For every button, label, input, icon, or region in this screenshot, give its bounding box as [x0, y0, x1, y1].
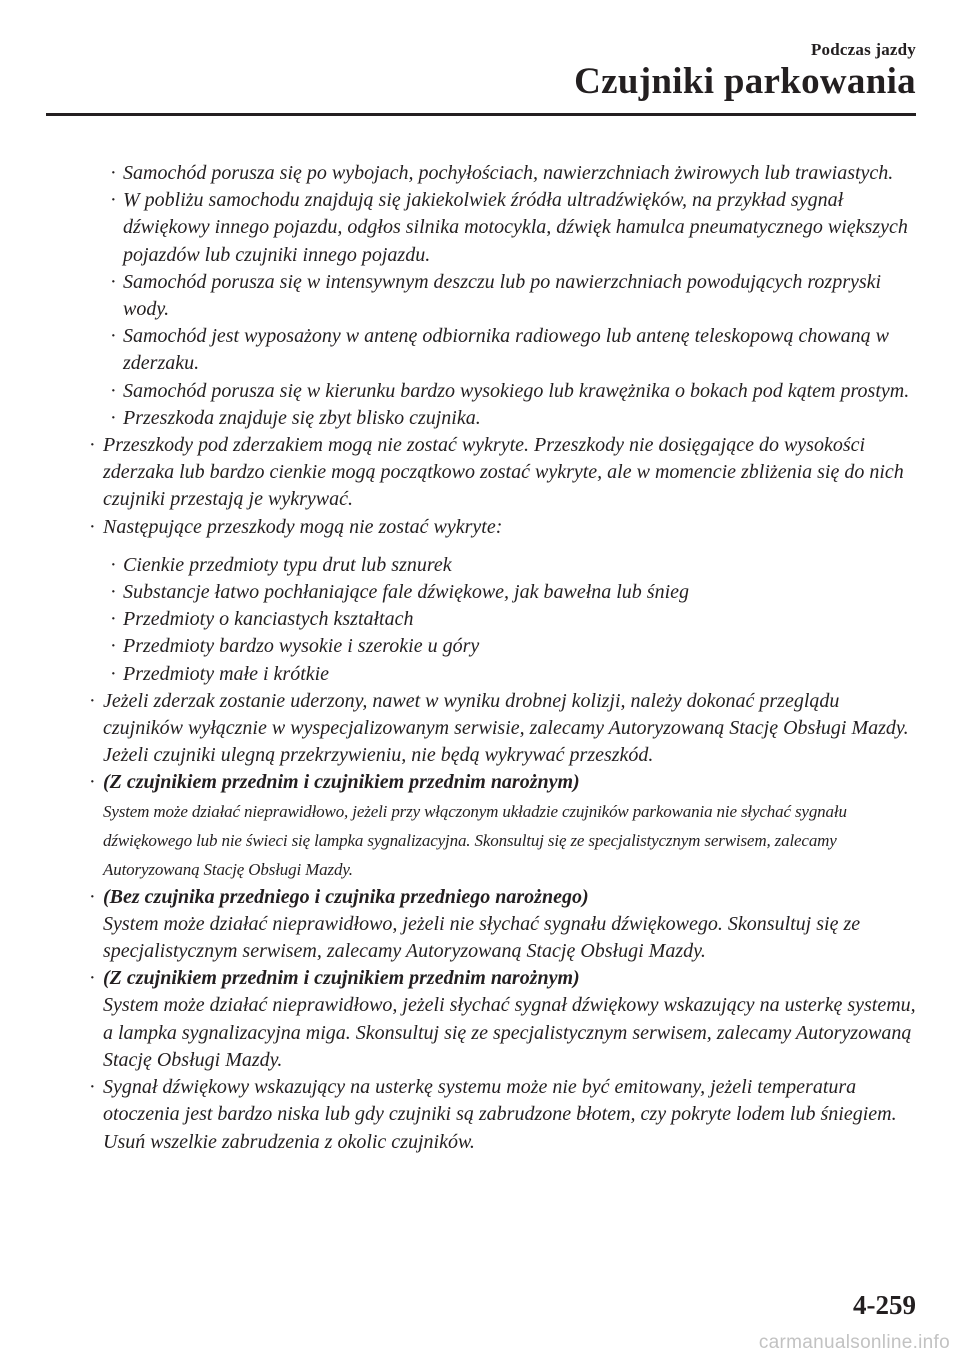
bullet-icon: ·	[89, 515, 96, 538]
list-item	[0, 606, 960, 633]
list-item	[0, 884, 960, 966]
variant-heading: (Bez czujnika przedniego i czujnika przedniego narożnego)	[103, 885, 589, 908]
variant-heading: (Z czujnikiem przednim i czujnikiem przednim narożnym)	[103, 771, 580, 794]
list-item-text: Jeżeli zderzak zostanie uderzony, nawet w wyniku drobnej kolizji, należy dokonać przeglądu czujników wyłącznie w wyspecjalizowanym serwisie, zalecamy Autoryzowaną Stację Obsługi Mazdy. Jeżeli czujniki ulegną przekrzywieniu, nie będą wykrywać przeszkód.	[103, 689, 909, 767]
list-item-text: Samochód porusza się w intensywnym deszczu lub po nawierzchniach powodujących rozpryski wody.	[123, 270, 882, 321]
bullet-icon: ·	[89, 885, 96, 908]
list-item	[0, 269, 960, 323]
list-item	[0, 552, 960, 579]
list-item-text: Przeszkoda znajduje się zbyt blisko czujnika.	[123, 406, 481, 429]
bullet-icon: ·	[110, 162, 117, 184]
bullet-icon: ·	[110, 379, 117, 402]
bullet-icon: ·	[110, 635, 117, 658]
variant-text: System może działać nieprawidłowo, jeżeli słychać sygnał dźwiękowy wskazujący na usterkę systemu, a lampka sygnalizacyjna miga. Skonsultuj się ze specjalistycznym serwisem, zalecamy Autoryzowaną Stację Obsługi Mazdy.	[103, 994, 916, 1071]
list-item-text: Samochód porusza się po wybojach, pochyłościach, nawierzchniach żwirowych lub trawiastych.	[123, 162, 894, 184]
page-content	[0, 160, 960, 1156]
list-item-text: Przedmioty o kanciastych kształtach	[123, 608, 414, 631]
list-item-text: Sygnał dźwiękowy wskazujący na usterkę systemu może nie być emitowany, jeżeli temperatura otoczenia jest bardzo niska lub gdy czujniki są zabrudzone błotem, czy pokryte lodem lub śniegiem. Usuń wszelkie zabrudzenia z okolic czujników.	[103, 1076, 897, 1153]
bullet-icon: ·	[110, 608, 117, 631]
list-item	[0, 965, 960, 1074]
list-item-text: Samochód porusza się w kierunku bardzo wysokiego lub krawężnika o bokach pod kątem prostym.	[123, 379, 910, 402]
variant-text: System może działać nieprawidłowo, jeżeli przy włączonym układzie czujników parkowania nie słychać sygnału dźwiękowego lub nie świeci się lampka sygnalizacyjna. Skonsultuj się ze specjalistycznym serwisem, zalecamy Autoryzowaną Stację Obsługi Mazdy.	[103, 801, 847, 879]
page-title: Czujniki parkowania	[574, 61, 916, 102]
list-item	[0, 1074, 960, 1156]
list-item	[0, 579, 960, 606]
bullet-icon: ·	[110, 189, 117, 212]
bullet-icon: ·	[89, 1076, 96, 1099]
bullet-icon: ·	[89, 771, 96, 794]
bullet-icon: ·	[110, 270, 117, 293]
list-item	[0, 769, 960, 883]
list-item-text: W pobliżu samochodu znajdują się jakiekolwiek źródła ultradźwięków, na przykład sygnał dźwiękowy innego pojazdu, odgłos silnika motocykla, dźwięk hamulca pneumatycznego większych pojazdów lub czujniki innego pojazdu.	[123, 189, 908, 266]
bullet-icon: ·	[89, 967, 96, 990]
bullet-icon: ·	[110, 662, 117, 685]
list-item	[0, 160, 960, 187]
list-item	[0, 405, 960, 432]
bullet-icon: ·	[89, 689, 96, 712]
list-item-text: Przeszkody pod zderzakiem mogą nie zostać wykryte. Przeszkody nie dosięgające do wysokości zderzaka lub bardzo cienkie mogą początkowo zostać wykryte, ale w momencie zbliżenia się do nich czujniki przestają je wykrywać.	[103, 434, 904, 511]
list-item-text: Przedmioty małe i krótkie	[123, 662, 330, 685]
bullet-icon: ·	[110, 325, 117, 348]
list-item	[0, 378, 960, 405]
list-item-text: Cienkie przedmioty typu drut lub sznurek	[123, 553, 452, 576]
section-label: Podczas jazdy	[810, 40, 916, 59]
page-number: 4-259	[853, 1290, 916, 1320]
list-item	[0, 633, 960, 660]
bullet-icon: ·	[89, 434, 96, 457]
list-item	[0, 514, 960, 541]
variant-text: System może działać nieprawidłowo, jeżeli nie słychać sygnału dźwiękowego. Skonsultuj się ze specjalistycznym serwisem, zalecamy Autoryzowaną Stację Obsługi Mazdy.	[103, 912, 861, 963]
list-item-text: Przedmioty bardzo wysokie i szerokie u góry	[123, 635, 480, 658]
list-item-text: Substancje łatwo pochłaniające fale dźwiękowe, jak bawełna lub śnieg	[123, 581, 690, 604]
list-item	[0, 661, 960, 688]
list-item	[0, 323, 960, 377]
bullet-icon: ·	[110, 406, 117, 429]
watermark: carmanualsonline.info	[758, 1332, 950, 1353]
bullet-icon: ·	[110, 553, 117, 576]
variant-heading: (Z czujnikiem przednim i czujnikiem przednim narożnym)	[103, 967, 580, 990]
list-item	[0, 432, 960, 514]
list-item-text: Następujące przeszkody mogą nie zostać wykryte:	[103, 515, 503, 538]
header-divider	[46, 113, 916, 116]
list-item	[0, 187, 960, 269]
list-item	[0, 688, 960, 770]
list-item-text: Samochód jest wyposażony w antenę odbiornika radiowego lub antenę teleskopową chowaną w zderzaku.	[123, 325, 890, 375]
bullet-icon: ·	[110, 581, 117, 604]
